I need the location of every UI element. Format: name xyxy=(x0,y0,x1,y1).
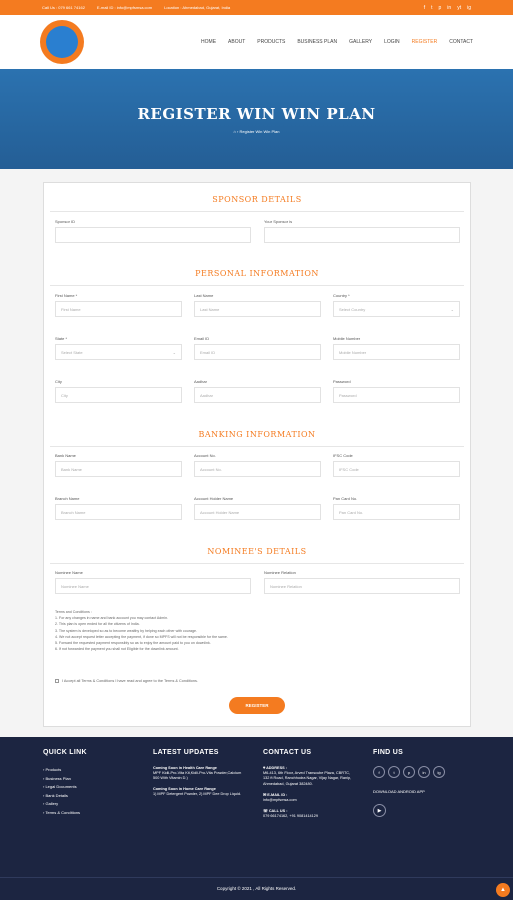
pinterest-icon[interactable]: p xyxy=(403,766,415,778)
holder-group xyxy=(194,496,321,520)
terms-line: 1. For any changes in name and bank account you may contact Admin. xyxy=(55,616,169,621)
register-button[interactable]: REGISTER xyxy=(229,697,285,714)
agree-row xyxy=(55,679,198,683)
nominee-relation-input[interactable]: Nominee Relation xyxy=(264,578,460,594)
bank-group xyxy=(55,453,182,477)
pan-input[interactable]: Pan Card No. xyxy=(333,504,460,520)
latest-updates xyxy=(153,749,253,802)
footer xyxy=(0,737,513,900)
password-group xyxy=(333,379,460,403)
register-form xyxy=(43,182,471,727)
mail-icon: ✉ xyxy=(263,792,268,797)
divider xyxy=(50,285,464,286)
address: ⌖ ADDRESS : M6-413, 6th Floor, Arved Transcube Plaza, CBRTC, 132 ft Road, Ranchhodra Nagar, Vijay Nagar, Ranip, Ahmedabad, Gujarat 382480. xyxy=(263,766,352,786)
nav-home[interactable]: HOME xyxy=(201,39,217,45)
updates-title: LATEST UPDATES xyxy=(153,749,219,756)
contact-title: CONTACT US xyxy=(263,749,312,756)
phone-icon: ☏ xyxy=(263,809,269,814)
page-title: REGISTER WIN WIN PLAN xyxy=(137,104,376,123)
quick-links-title: QUICK LINK xyxy=(43,749,87,756)
pinterest-icon[interactable]: p xyxy=(438,4,442,11)
nominee-relation-label: Nominee Relation xyxy=(264,570,296,575)
first-name-input[interactable]: First Name xyxy=(55,301,182,317)
password-label: Password xyxy=(333,379,351,384)
nav-login[interactable]: LOGIN xyxy=(384,39,400,45)
city-group xyxy=(55,379,182,403)
quick-link[interactable]: › Bank Details xyxy=(43,792,68,798)
breadcrumb-current: Register Win Win Plan xyxy=(239,128,280,134)
sponsor-id-group xyxy=(55,219,251,243)
ifsc-input[interactable]: IFSC Code xyxy=(333,461,460,477)
password-input[interactable]: Password xyxy=(333,387,460,403)
nominee-name-label: Nominee Name xyxy=(55,570,83,575)
city-label: City xyxy=(55,379,62,384)
terms-line: 5. Forward the requested payment responsibly so as to enjoy the amount paid to you on downlink. xyxy=(55,641,211,646)
menu xyxy=(201,39,473,45)
copyright: Copyright © 2021 , All Rights Reserved. xyxy=(0,877,513,891)
linkedin-icon[interactable]: in xyxy=(418,766,430,778)
email-info[interactable]: E-mail ID : info@mpfsmsa.com xyxy=(96,5,153,10)
account-group xyxy=(194,453,321,477)
country-group xyxy=(333,293,460,317)
ifsc-group xyxy=(333,453,460,477)
sponsor-id-label: Sponsor ID xyxy=(55,219,76,224)
terms-title: Terms and Conditions : xyxy=(55,610,92,614)
city-input[interactable]: City xyxy=(55,387,182,403)
nominee-name-group xyxy=(55,570,251,594)
nav-products[interactable]: PRODUCTS xyxy=(257,39,286,45)
branch-group xyxy=(55,496,182,520)
email[interactable]: ✉ E-MAIL ID : info@mpfsmsa.com xyxy=(263,792,297,803)
terms-block xyxy=(55,609,228,652)
breadcrumb: ⌂ › Register Win Win Plan xyxy=(233,128,280,134)
agree-checkbox[interactable] xyxy=(55,679,59,683)
sponsor-name-group xyxy=(264,219,460,243)
mobile-label: Mobile Number xyxy=(333,336,361,341)
home-icon[interactable]: ⌂ xyxy=(233,128,236,134)
section-banking: BANKING INFORMATION xyxy=(198,430,316,439)
divider xyxy=(50,563,464,564)
pan-group xyxy=(333,496,460,520)
pan-label: Pan Card No. xyxy=(333,496,358,501)
location-icon: ⌖ xyxy=(263,766,267,770)
nav-about[interactable]: ABOUT xyxy=(228,39,246,45)
find-us xyxy=(373,749,473,817)
bank-input[interactable]: Bank Name xyxy=(55,461,182,477)
top-bar xyxy=(0,0,513,15)
section-sponsor: SPONSOR DETAILS xyxy=(212,195,302,204)
last-name-label: Last Name xyxy=(194,293,214,298)
aadhar-input[interactable]: Aadhar xyxy=(194,387,321,403)
mobile-group xyxy=(333,336,460,360)
scroll-top-icon[interactable]: ▲ xyxy=(496,883,510,897)
sponsor-name-label: Your Sponsor is xyxy=(264,219,293,224)
chevron-down-icon: ⌄ xyxy=(450,306,454,312)
update-item: Coming Soon in Health Care Range MPF Kidli-Pro-Vita Kit,Kidli-Pro-Vita Powder,Calcium 500 With Vitamin D.) xyxy=(153,766,242,781)
country-select[interactable] xyxy=(333,301,460,317)
ifsc-label: IFSC Code xyxy=(333,453,353,458)
account-input[interactable]: Account No. xyxy=(194,461,321,477)
mobile-input[interactable]: Mobile Number xyxy=(333,344,460,360)
state-group xyxy=(55,336,182,360)
holder-label: Account Holder Name xyxy=(194,496,234,501)
sponsor-name-input[interactable] xyxy=(264,227,460,243)
facebook-icon[interactable]: f xyxy=(423,4,426,11)
branch-input[interactable]: Branch Name xyxy=(55,504,182,520)
download-app: DOWNLOAD ANDROID APP xyxy=(373,789,425,794)
email-input[interactable]: Email ID xyxy=(194,344,321,360)
last-name-group xyxy=(194,293,321,317)
quick-link[interactable]: › Terms & Conditions xyxy=(43,809,81,815)
instagram-icon[interactable]: ig xyxy=(433,766,445,778)
section-nominee: NOMINEE'S DETAILS xyxy=(207,547,307,556)
hero-banner xyxy=(0,69,513,169)
footer-social xyxy=(373,766,473,778)
nav-business-plan[interactable]: BUSINESS PLAN xyxy=(297,39,338,45)
email-group xyxy=(194,336,321,360)
instagram-icon[interactable]: ig xyxy=(467,4,471,11)
aadhar-group xyxy=(194,379,321,403)
country-label: Country * xyxy=(333,293,350,298)
contact-us xyxy=(263,749,363,826)
state-select[interactable] xyxy=(55,344,182,360)
country-value: Select Country xyxy=(339,306,366,312)
agree-label: I Accept all Terms & Conditions I have read and agree to the Terms & Conditions. xyxy=(62,679,198,683)
play-store-icon[interactable]: ▶ xyxy=(373,804,386,817)
bank-label: Bank Name xyxy=(55,453,76,458)
branch-label: Branch Name xyxy=(55,496,80,501)
update-item: Coming Soon in Home Care Range 1) MPF Detergent Powder, 2) MPF Dee Drop Liquid. xyxy=(153,786,241,796)
quick-links xyxy=(43,749,143,817)
sponsor-id-input[interactable] xyxy=(55,227,251,243)
first-name-group xyxy=(55,293,182,317)
nav-gallery[interactable]: GALLERY xyxy=(349,39,373,45)
terms-line: 2. This plan is open ended for all the citizens of India. xyxy=(55,622,140,627)
terms-line: 6. If not forwarded the payment you shall not Eligible for the downlink amount. xyxy=(55,647,179,652)
nominee-relation-group xyxy=(264,570,460,594)
nominee-name-input[interactable]: Nominee Name xyxy=(55,578,251,594)
twitter-icon[interactable]: t xyxy=(431,4,433,11)
twitter-icon[interactable]: t xyxy=(388,766,400,778)
quick-link[interactable]: › Legal Documents xyxy=(43,784,77,789)
site-logo[interactable] xyxy=(40,20,84,64)
nav-register[interactable]: REGISTER xyxy=(411,39,438,45)
divider xyxy=(50,211,464,212)
phone[interactable]: ☏ CALL US : 079 66174162, +91 9081414129 xyxy=(263,809,319,819)
youtube-icon[interactable]: yt xyxy=(457,4,462,11)
terms-line: 4. We not accept request letter accepting the payment, if done so MPFS will not be responsible for the same. xyxy=(55,634,228,639)
facebook-icon[interactable]: f xyxy=(373,766,385,778)
find-title: FIND US xyxy=(373,749,404,756)
quick-link[interactable]: › Gallery xyxy=(43,801,59,806)
top-social xyxy=(424,5,471,11)
section-personal: PERSONAL INFORMATION xyxy=(195,269,319,278)
account-label: Account No. xyxy=(194,453,216,458)
state-label: State * xyxy=(55,336,68,341)
quick-link[interactable]: › Products xyxy=(43,767,62,772)
divider xyxy=(50,446,464,447)
quick-link[interactable]: › Business Plan xyxy=(43,775,71,781)
email-label: Email ID xyxy=(194,336,210,341)
aadhar-label: Aadhar xyxy=(194,379,207,384)
last-name-input[interactable]: Last Name xyxy=(194,301,321,317)
linkedin-icon[interactable]: in xyxy=(447,4,452,11)
call-info: Call Us : 079 661 74162 xyxy=(42,5,85,10)
holder-input[interactable]: Account Holder Name xyxy=(194,504,321,520)
terms-line: 3. The system is developed so as to become wealthy by helping each other with courage. xyxy=(55,628,197,633)
chevron-down-icon: ⌄ xyxy=(172,349,176,355)
location-info: Location : Ahmedabad, Gujarat, India xyxy=(164,5,231,10)
first-name-label: First Name * xyxy=(55,293,78,298)
main-nav xyxy=(0,15,513,69)
state-value: Select State xyxy=(61,349,83,355)
nav-contact[interactable]: CONTACT xyxy=(449,39,473,45)
